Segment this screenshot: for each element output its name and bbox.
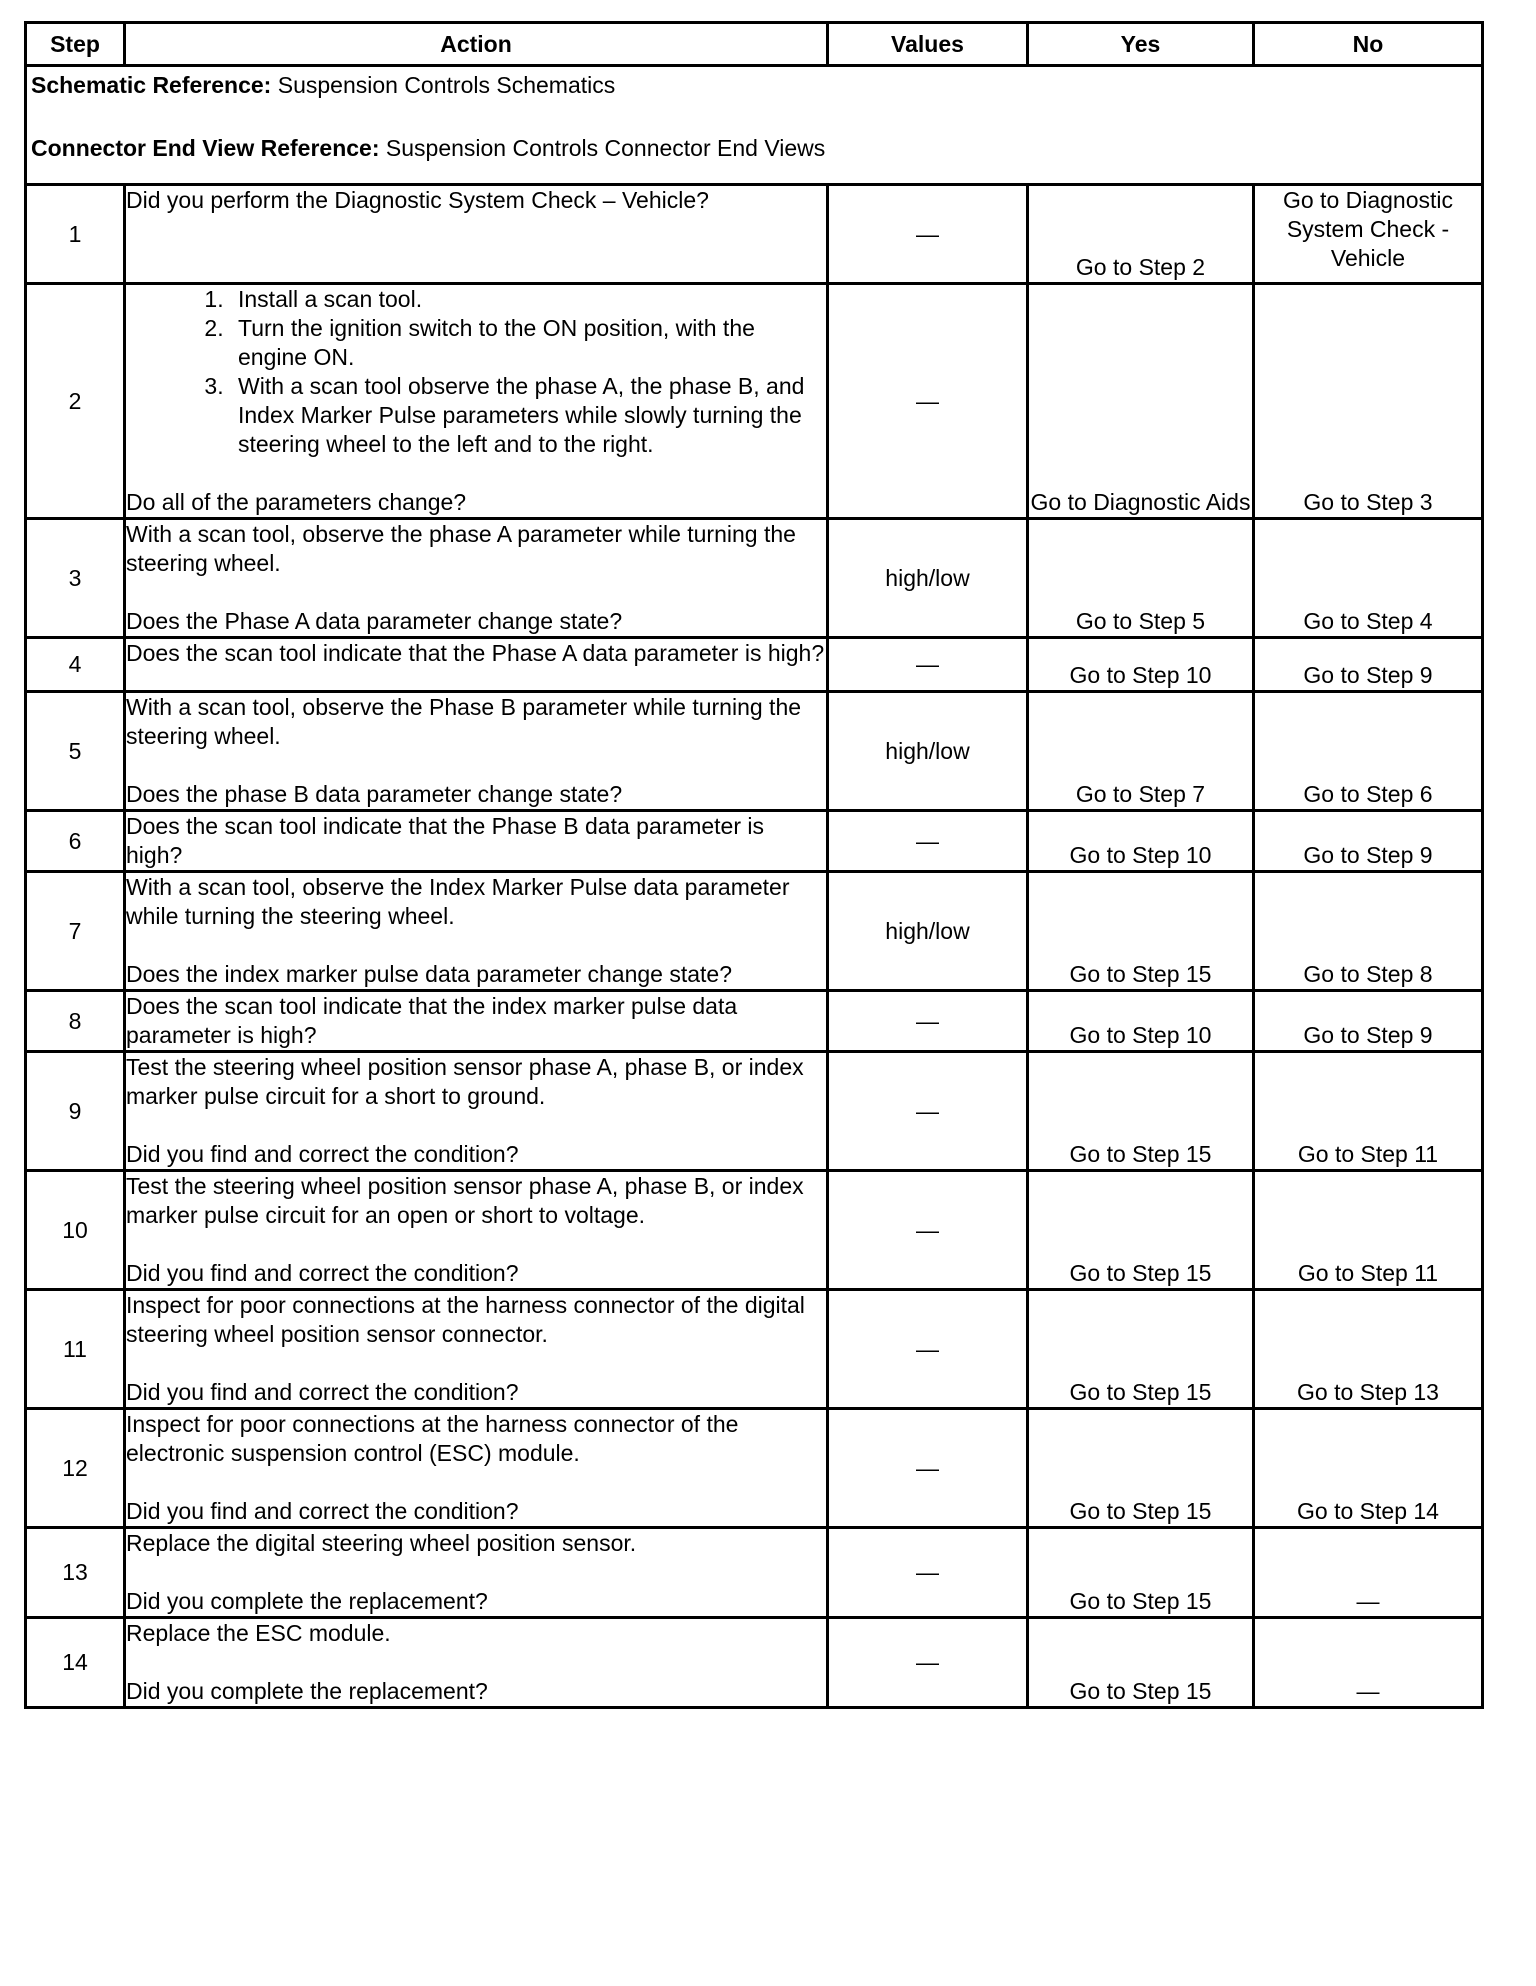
reference-cell [26,66,1483,185]
value-cell: — [828,811,1028,872]
action-cell [125,692,828,811]
action-list-item: 2. Turn the ignition switch to the ON position, with the engine ON. [230,314,826,372]
header-step: Step [26,23,125,66]
action-text: Does the scan tool indicate that the Phase A data parameter is high? [126,640,825,666]
table-row [26,1052,1483,1171]
table-row [26,692,1483,811]
action-question: Does the Phase A data parameter change state? [126,608,623,634]
action-question: Did you complete the replacement? [126,1678,488,1704]
schematic-reference-value: Suspension Controls Schematics [277,72,616,98]
action-cell [125,1290,828,1409]
no-cell: Go to Step 9 [1254,991,1483,1052]
no-cell: Go to Step 11 [1254,1171,1483,1290]
action-cell [125,638,828,692]
table-row [26,1409,1483,1528]
action-text: Does the scan tool indicate that the index marker pulse data parameter is high? [126,993,738,1048]
yes-cell: Go to Step 15 [1028,872,1254,991]
header-values: Values [828,23,1028,66]
action-question: Did you find and correct the condition? [126,1379,519,1405]
no-cell: Go to Step 4 [1254,519,1483,638]
table-row [26,638,1483,692]
header-action: Action [125,23,828,66]
action-question: Did you find and correct the condition? [126,1141,519,1167]
value-cell: — [828,638,1028,692]
schematic-reference [31,71,1477,100]
yes-cell: Go to Step 15 [1028,1171,1254,1290]
value-cell: high/low [828,692,1028,811]
yes-cell: Go to Step 5 [1028,519,1254,638]
value-cell: — [828,991,1028,1052]
value-cell: — [828,1409,1028,1528]
yes-cell: Go to Step 2 [1028,185,1254,284]
step-number: 7 [26,872,125,991]
action-question: Did you find and correct the condition? [126,1260,519,1286]
action-text: Replace the digital steering wheel position sensor. [126,1530,637,1556]
no-cell: Go to Step 9 [1254,638,1483,692]
action-list-item: 1. Install a scan tool. [230,285,826,314]
diagnostic-table [24,21,1484,1709]
action-question: Do all of the parameters change? [126,489,467,515]
step-number: 9 [26,1052,125,1171]
value-cell: — [828,284,1028,519]
action-cell [125,1171,828,1290]
step-number: 11 [26,1290,125,1409]
yes-cell: Go to Diagnostic Aids [1028,284,1254,519]
action-text: Test the steering wheel position sensor phase A, phase B, or index marker pulse circuit for an open or short to voltage. [126,1173,804,1228]
step-number: 13 [26,1528,125,1618]
yes-cell: Go to Step 7 [1028,692,1254,811]
no-cell: Go to Step 9 [1254,811,1483,872]
yes-cell: Go to Step 15 [1028,1409,1254,1528]
step-number: 6 [26,811,125,872]
step-number: 4 [26,638,125,692]
yes-cell: Go to Step 15 [1028,1052,1254,1171]
table-row [26,519,1483,638]
no-cell: Go to Step 8 [1254,872,1483,991]
yes-cell: Go to Step 10 [1028,638,1254,692]
no-cell: Go to Step 3 [1254,284,1483,519]
action-text: Does the scan tool indicate that the Phase B data parameter is high? [126,813,764,868]
action-cell [125,1618,828,1708]
action-question: Does the phase B data parameter change state? [126,781,623,807]
action-cell [125,1409,828,1528]
action-text: Test the steering wheel position sensor phase A, phase B, or index marker pulse circuit for a short to ground. [126,1054,804,1109]
no-cell: — [1254,1528,1483,1618]
action-question: Did you find and correct the condition? [126,1498,519,1524]
step-number: 3 [26,519,125,638]
no-cell: Go to Step 13 [1254,1290,1483,1409]
connector-reference-value: Suspension Controls Connector End Views [385,135,826,161]
value-cell: — [828,1171,1028,1290]
yes-cell: Go to Step 15 [1028,1618,1254,1708]
yes-cell: Go to Step 10 [1028,811,1254,872]
value-cell: — [828,1618,1028,1708]
action-question: Does the index marker pulse data parameter change state? [126,961,733,987]
action-text: With a scan tool, observe the Phase B parameter while turning the steering wheel. [126,694,802,749]
table-row [26,1290,1483,1409]
table-row [26,284,1483,519]
step-number: 2 [26,284,125,519]
value-cell: — [828,1052,1028,1171]
no-cell: — [1254,1618,1483,1708]
no-cell: Go to Step 14 [1254,1409,1483,1528]
connector-reference [31,134,1477,163]
step-number: 8 [26,991,125,1052]
table-row [26,185,1483,284]
action-cell [125,1528,828,1618]
header-yes: Yes [1028,23,1254,66]
value-cell: — [828,185,1028,284]
action-cell [125,185,828,284]
header-row [26,23,1483,66]
action-cell [125,872,828,991]
action-cell [125,1052,828,1171]
table-row [26,1528,1483,1618]
action-cell [125,991,828,1052]
connector-reference-label: Connector End View Reference: [31,135,380,161]
no-cell: Go to Diagnostic System Check - Vehicle [1254,185,1483,284]
table-row [26,1171,1483,1290]
action-text: Did you perform the Diagnostic System Check – Vehicle? [126,187,709,213]
value-cell: high/low [828,519,1028,638]
action-text: With a scan tool, observe the phase A parameter while turning the steering wheel. [126,521,796,576]
action-cell [125,519,828,638]
table-row [26,1618,1483,1708]
table-row [26,991,1483,1052]
action-cell [125,284,828,519]
schematic-reference-label: Schematic Reference: [31,72,272,98]
yes-cell: Go to Step 15 [1028,1528,1254,1618]
header-no: No [1254,23,1483,66]
action-cell [125,811,828,872]
action-text: Replace the ESC module. [126,1620,391,1646]
no-cell: Go to Step 11 [1254,1052,1483,1171]
step-number: 12 [26,1409,125,1528]
action-list-item: 3. With a scan tool observe the phase A, the phase B, and Index Marker Pulse parameters while slowly turning the steering wheel to the left and to the right. [230,372,826,459]
value-cell: — [828,1528,1028,1618]
yes-cell: Go to Step 10 [1028,991,1254,1052]
yes-cell: Go to Step 15 [1028,1290,1254,1409]
value-cell: high/low [828,872,1028,991]
value-cell: — [828,1290,1028,1409]
step-number: 10 [26,1171,125,1290]
no-cell: Go to Step 6 [1254,692,1483,811]
action-question: Did you complete the replacement? [126,1588,488,1614]
step-number: 1 [26,185,125,284]
table-row [26,872,1483,991]
action-text: Inspect for poor connections at the harness connector of the electronic suspension control (ESC) module. [126,1411,739,1466]
action-text: Inspect for poor connections at the harness connector of the digital steering wheel position sensor connector. [126,1292,805,1347]
reference-row [26,66,1483,185]
table-row [26,811,1483,872]
step-number: 5 [26,692,125,811]
action-text: With a scan tool, observe the Index Marker Pulse data parameter while turning the steering wheel. [126,874,790,929]
step-number: 14 [26,1618,125,1708]
action-list [126,285,826,459]
